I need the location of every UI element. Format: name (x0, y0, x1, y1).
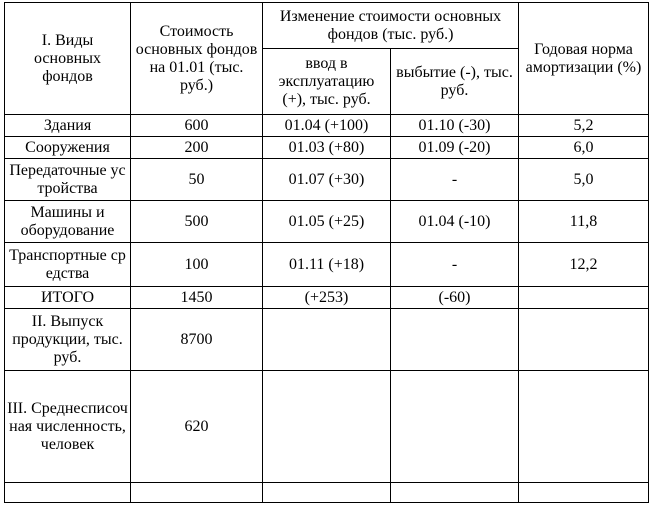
header-disposal: выбытие (-), тыс. руб. (391, 49, 519, 115)
total-commissioning: (+253) (263, 287, 391, 309)
commissioning-cell: 01.11 (+18) (263, 243, 391, 287)
empty-cell (391, 371, 519, 483)
commissioning-cell: 01.05 (+25) (263, 201, 391, 243)
table-row (5, 115, 649, 137)
asset-type-cell: Транспортные средства (5, 243, 131, 287)
depreciation-rate-cell: 6,0 (519, 137, 649, 159)
initial-cost-cell: 50 (131, 159, 263, 201)
commissioning-cell: 01.04 (+100) (263, 115, 391, 137)
initial-cost-cell: 500 (131, 201, 263, 243)
total-disposal: (-60) (391, 287, 519, 309)
disposal-cell: - (391, 159, 519, 201)
staff-count-row (5, 371, 649, 483)
depreciation-rate-cell: 11,8 (519, 201, 649, 243)
depreciation-rate-cell: 5,2 (519, 115, 649, 137)
table-row (5, 201, 649, 243)
header-cost-change: Изменение стоимости основных фондов (тыс. руб.) (263, 3, 519, 49)
fixed-assets-table (4, 2, 649, 503)
total-rate (519, 287, 649, 309)
asset-type-cell: Передаточные устройства (5, 159, 131, 201)
empty-cell (391, 309, 519, 371)
empty-cell (5, 483, 131, 503)
table-row (5, 243, 649, 287)
commissioning-cell: 01.07 (+30) (263, 159, 391, 201)
header-asset-type: I. Виды основных фондов (5, 3, 131, 115)
empty-row (5, 483, 649, 503)
staff-count-label: III. Среднесписочная численность, человек (5, 371, 131, 483)
header-depreciation-rate: Годовая норма амортизации (%) (519, 3, 649, 115)
disposal-cell: 01.09 (-20) (391, 137, 519, 159)
initial-cost-cell: 600 (131, 115, 263, 137)
table-row (5, 137, 649, 159)
empty-cell (263, 371, 391, 483)
total-row (5, 287, 649, 309)
disposal-cell: - (391, 243, 519, 287)
empty-cell (131, 483, 263, 503)
production-output-row (5, 309, 649, 371)
total-label: ИТОГО (5, 287, 131, 309)
header-initial-cost: Стоимость основных фондов на 01.01 (тыс. руб.) (131, 3, 263, 115)
empty-cell (263, 309, 391, 371)
header-row (5, 3, 649, 49)
empty-cell (391, 483, 519, 503)
disposal-cell: 01.04 (-10) (391, 201, 519, 243)
production-output-value: 8700 (131, 309, 263, 371)
total-cost: 1450 (131, 287, 263, 309)
staff-count-value: 620 (131, 371, 263, 483)
empty-cell (263, 483, 391, 503)
asset-type-cell: Сооружения (5, 137, 131, 159)
asset-type-cell: Машины и оборудование (5, 201, 131, 243)
disposal-cell: 01.10 (-30) (391, 115, 519, 137)
initial-cost-cell: 100 (131, 243, 263, 287)
empty-cell (519, 371, 649, 483)
empty-cell (519, 309, 649, 371)
header-commissioning: ввод в эксплуатацию (+), тыс. руб. (263, 49, 391, 115)
empty-cell (519, 483, 649, 503)
table-row (5, 159, 649, 201)
depreciation-rate-cell: 12,2 (519, 243, 649, 287)
initial-cost-cell: 200 (131, 137, 263, 159)
production-output-label: II. Выпуск продукции, тыс. руб. (5, 309, 131, 371)
depreciation-rate-cell: 5,0 (519, 159, 649, 201)
asset-type-cell: Здания (5, 115, 131, 137)
commissioning-cell: 01.03 (+80) (263, 137, 391, 159)
